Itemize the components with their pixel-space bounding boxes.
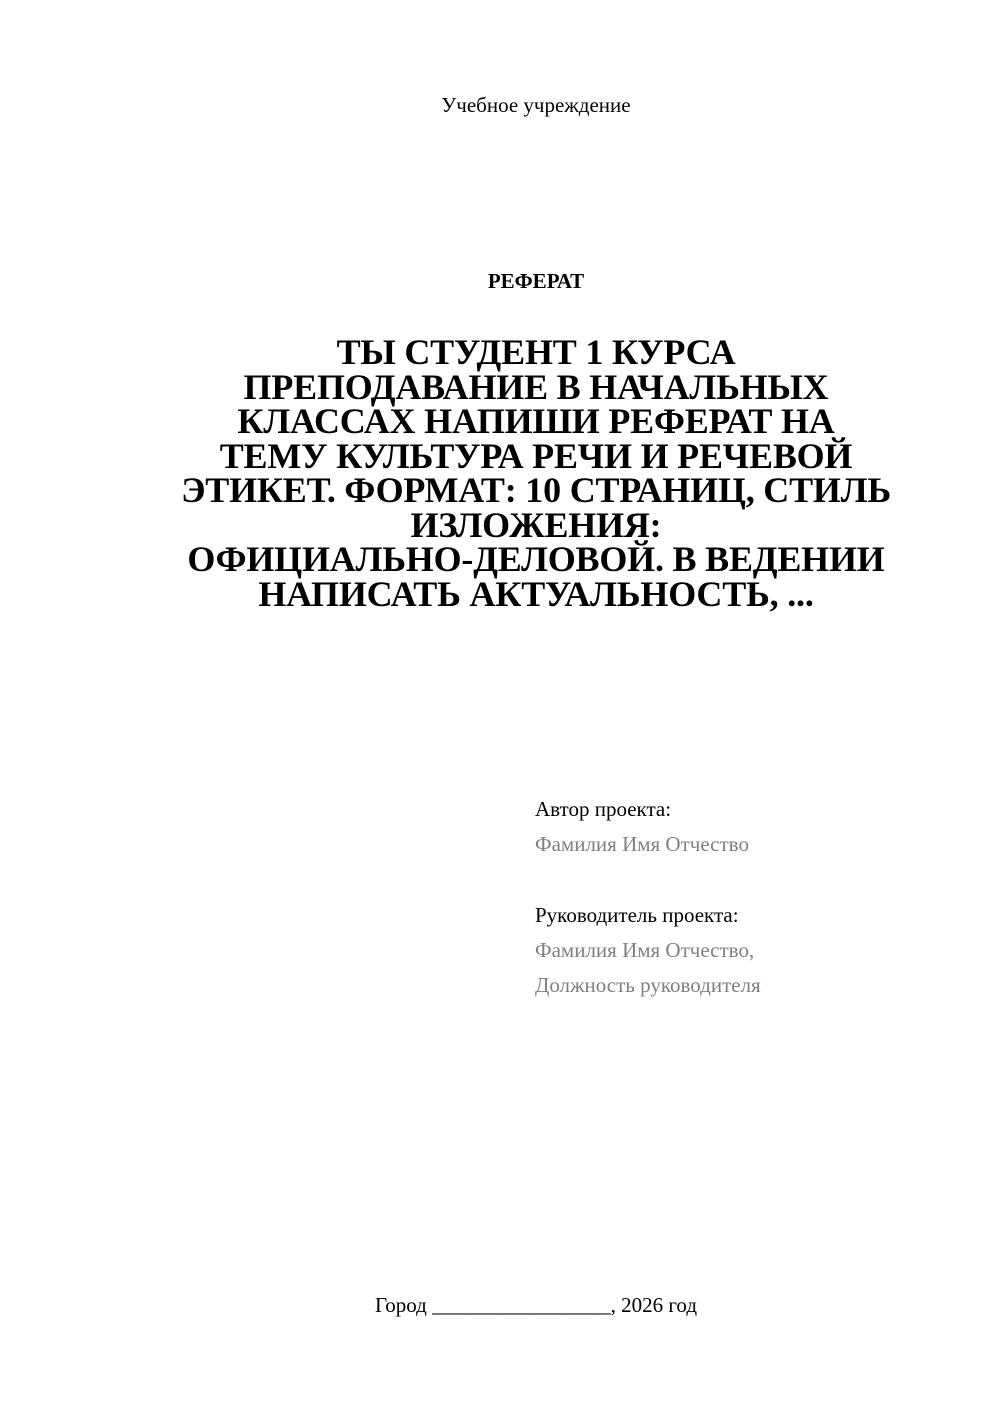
topic-line: КЛАССАХ НАПИШИ РЕФЕРАТ НА — [237, 401, 835, 441]
topic-line: ПРЕПОДАВАНИЕ В НАЧАЛЬНЫХ — [243, 366, 829, 407]
topic-line: ИЗЛОЖЕНИЯ: — [410, 504, 662, 545]
supervisor-name: Фамилия Имя Отчество, — [535, 938, 755, 962]
document-topic — [140, 332, 932, 614]
supervisor-label: Руководитель проекта: — [535, 903, 739, 927]
topic-line: НАПИСАТЬ АКТУАЛЬНОСТЬ, ... — [258, 573, 814, 614]
author-name: Фамилия Имя Отчество — [535, 832, 749, 856]
credits-spacer — [535, 862, 975, 898]
topic-line: ЭТИКЕТ. ФОРМАТ: 10 СТРАНИЦ, СТИЛЬ — [181, 470, 891, 510]
document-type: РЕФЕРАТ — [487, 269, 585, 293]
supervisor-position: Должность руководителя — [535, 973, 761, 997]
topic-line: ТЫ СТУДЕНТ 1 КУРСА — [336, 332, 736, 372]
city-year-line: Город _________________, 2026 год — [374, 1293, 698, 1317]
topic-line: ТЕМУ КУЛЬТУРА РЕЧИ И РЕЧЕВОЙ — [219, 435, 853, 476]
project-credits — [535, 792, 975, 1003]
topic-line: ОФИЦИАЛЬНО-ДЕЛОВОЙ. В ВЕДЕНИИ — [187, 539, 885, 579]
author-label: Автор проекта: — [535, 797, 672, 821]
institution-name: Учебное учреждение — [441, 93, 631, 117]
